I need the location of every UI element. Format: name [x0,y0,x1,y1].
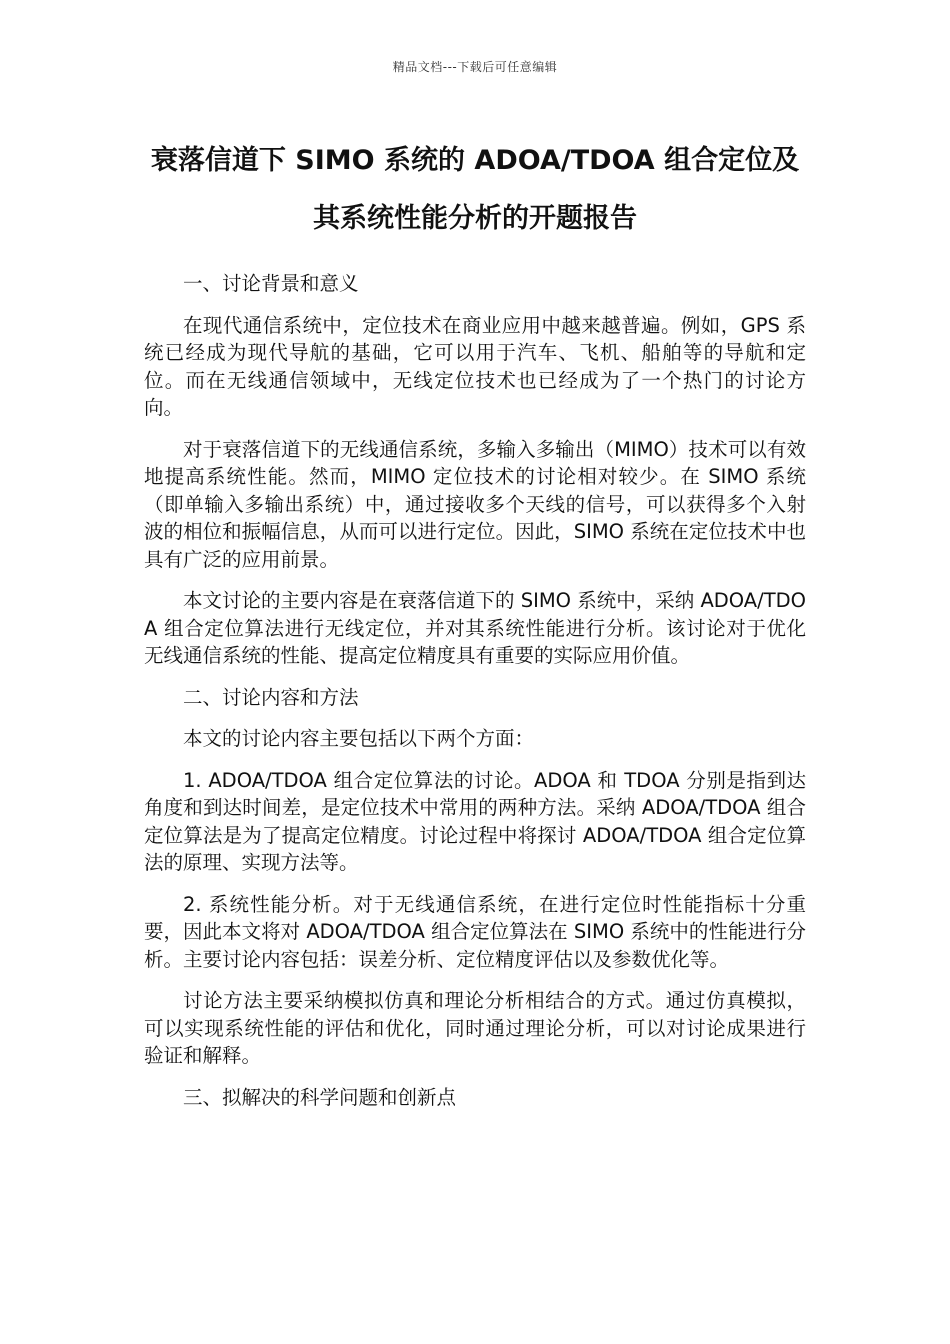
title-line-1: 衰落信道下 SIMO 系统的 ADOA/TDOA 组合定位及 [150,145,800,176]
document-body [144,270,806,1125]
paragraph: 对于衰落信道下的无线通信系统，多输入多输出（MIMO）技术可以有效地提高系统性能。然而，MIMO 定位技术的讨论相对较少。在 SIMO 系统（即单输入多输出系统）中，通过接收多个天线的信号，可以获得多个入射波的相位和振幅信息，从而可以进行定位。因此，SIMO 系统在定位技术中也具有广泛的应用前景。 [144,437,806,571]
paragraph: 讨论方法主要采纳模拟仿真和理论分析相结合的方式。通过仿真模拟，可以实现系统性能的评估和优化，同时通过理论分析，可以对讨论成果进行验证和解释。 [144,989,806,1067]
page-header: 精品文档---下载后可任意编辑 [392,60,558,74]
paragraph: 本文的讨论内容主要包括以下两个方面： [183,727,535,750]
section-heading-1: 一、讨论背景和意义 [183,272,359,295]
document-title [120,132,830,248]
list-item: 2. 系统性能分析。对于无线通信系统，在进行定位时性能指标十分重要，因此本文将对 ADOA/TDOA 组合定位算法在 SIMO 系统中的性能进行分析。主要讨论内容包括：误差分析、定位精度评估以及参数优化等。 [144,892,806,971]
section-heading-2: 二、讨论内容和方法 [183,685,359,709]
paragraph: 在现代通信系统中，定位技术在商业应用中越来越普遍。例如，GPS 系统已经成为现代导航的基础，它可以用于汽车、飞机、船舶等的导航和定位。而在无线通信领域中，无线定位技术也已经成为了一个热门的讨论方向。 [144,313,806,419]
paragraph: 本文讨论的主要内容是在衰落信道下的 SIMO 系统中，采纳 ADOA/TDOA 组合定位算法进行无线定位，并对其系统性能进行分析。该讨论对于优化无线通信系统的性能、提高定位精度具有重要的实际应用价值。 [144,589,806,667]
section-heading-3: 三、拟解决的科学问题和创新点 [183,1085,457,1109]
list-item: 1. ADOA/TDOA 组合定位算法的讨论。ADOA 和 TDOA 分别是指到达角度和到达时间差，是定位技术中常用的两种方法。采纳 ADOA/TDOA 组合定位算法是为了提高定位精度。讨论过程中将探讨 ADOA/TDOA 组合定位算法的原理、实现方法等。 [144,768,806,874]
title-line-2: 其系统性能分析的开题报告 [313,203,637,234]
